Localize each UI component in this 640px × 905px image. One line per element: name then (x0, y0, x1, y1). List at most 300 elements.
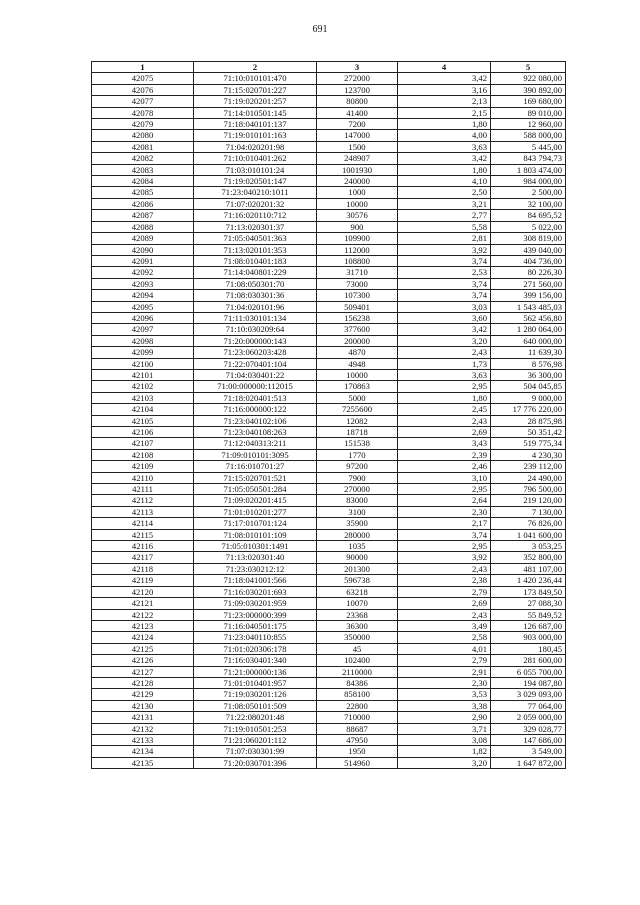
area-value: 350000 (317, 632, 398, 643)
area-value: 596738 (317, 575, 398, 586)
row-number: 42088 (92, 221, 194, 232)
cadastral-value: 173 849,50 (491, 586, 566, 597)
row-number: 42113 (92, 506, 194, 517)
table-row (92, 73, 566, 84)
cadastral-value: 24 490,00 (491, 472, 566, 483)
area-value: 147000 (317, 130, 398, 141)
area-value: 63218 (317, 586, 398, 597)
table-row (92, 324, 566, 335)
cadastral-number: 71:19:010501:253 (194, 723, 317, 734)
area-value: 47950 (317, 734, 398, 745)
area-value: 22800 (317, 700, 398, 711)
rate-value: 4,10 (398, 176, 491, 187)
cadastral-value: 3 053,25 (491, 541, 566, 552)
row-number: 42119 (92, 575, 194, 586)
rate-value: 4,00 (398, 130, 491, 141)
rate-value: 1,73 (398, 358, 491, 369)
table-row (92, 506, 566, 517)
row-number: 42083 (92, 164, 194, 175)
row-number: 42085 (92, 187, 194, 198)
rate-value: 2,30 (398, 677, 491, 688)
row-number: 42075 (92, 73, 194, 84)
rate-value: 1,80 (398, 392, 491, 403)
area-value: 2110000 (317, 666, 398, 677)
row-number: 42080 (92, 130, 194, 141)
rate-value: 2,95 (398, 541, 491, 552)
row-number: 42120 (92, 586, 194, 597)
rate-value: 2,17 (398, 518, 491, 529)
cadastral-number: 71:08:030301:36 (194, 290, 317, 301)
table-row (92, 255, 566, 266)
cadastral-value: 281 600,00 (491, 655, 566, 666)
rate-value: 2,58 (398, 632, 491, 643)
rate-value: 3,63 (398, 369, 491, 380)
table-row (92, 746, 566, 757)
cadastral-value: 329 028,77 (491, 723, 566, 734)
row-number: 42098 (92, 335, 194, 346)
row-number: 42124 (92, 632, 194, 643)
row-number: 42133 (92, 734, 194, 745)
row-number: 42107 (92, 438, 194, 449)
area-value: 201300 (317, 563, 398, 574)
cadastral-value: 169 680,00 (491, 96, 566, 107)
rate-value: 2,30 (398, 506, 491, 517)
area-value: 31710 (317, 267, 398, 278)
rate-value: 3,92 (398, 552, 491, 563)
cadastral-value: 588 000,00 (491, 130, 566, 141)
rate-value: 4,01 (398, 643, 491, 654)
cadastral-value: 1 041 600,00 (491, 529, 566, 540)
table-row (92, 96, 566, 107)
cadastral-value: 640 000,00 (491, 335, 566, 346)
rate-value: 3,03 (398, 301, 491, 312)
row-number: 42089 (92, 233, 194, 244)
rate-value: 3,92 (398, 244, 491, 255)
row-number: 42079 (92, 119, 194, 130)
table-row (92, 586, 566, 597)
cadastral-number: 71:00:000000:112015 (194, 381, 317, 392)
cadastral-number: 71:08:050101:509 (194, 700, 317, 711)
cadastral-value: 5 445,00 (491, 141, 566, 152)
table-row (92, 404, 566, 415)
table-row (92, 301, 566, 312)
row-number: 42129 (92, 689, 194, 700)
row-number: 42081 (92, 141, 194, 152)
cadastral-value: 4 230,30 (491, 449, 566, 460)
table-row (92, 495, 566, 506)
table-row (92, 689, 566, 700)
cadastral-number: 71:16:030401:340 (194, 655, 317, 666)
area-value: 10000 (317, 369, 398, 380)
row-number: 42086 (92, 198, 194, 209)
cadastral-number: 71:15:020701:227 (194, 84, 317, 95)
table-row (92, 267, 566, 278)
row-number: 42100 (92, 358, 194, 369)
row-number: 42130 (92, 700, 194, 711)
area-value: 509401 (317, 301, 398, 312)
rate-value: 3,16 (398, 84, 491, 95)
area-value: 12082 (317, 415, 398, 426)
table-row (92, 119, 566, 130)
cadastral-number: 71:19:010101:163 (194, 130, 317, 141)
table-row (92, 655, 566, 666)
row-number: 42126 (92, 655, 194, 666)
area-value: 280000 (317, 529, 398, 540)
area-value: 88687 (317, 723, 398, 734)
rate-value: 3,42 (398, 73, 491, 84)
rate-value: 2,91 (398, 666, 491, 677)
area-value: 151538 (317, 438, 398, 449)
cadastral-number: 71:01:020306:178 (194, 643, 317, 654)
row-number: 42097 (92, 324, 194, 335)
rate-value: 2,39 (398, 449, 491, 460)
cadastral-value: 7 130,00 (491, 506, 566, 517)
cadastral-value: 219 120,00 (491, 495, 566, 506)
cadastral-value: 6 055 700,00 (491, 666, 566, 677)
area-value: 1950 (317, 746, 398, 757)
area-value: 97200 (317, 461, 398, 472)
row-number: 42092 (92, 267, 194, 278)
cadastral-number: 71:19:030201:126 (194, 689, 317, 700)
area-value: 7900 (317, 472, 398, 483)
rate-value: 3,60 (398, 312, 491, 323)
table-row (92, 153, 566, 164)
table-row (92, 107, 566, 118)
cadastral-value: 12 960,00 (491, 119, 566, 130)
row-number: 42131 (92, 712, 194, 723)
table-row (92, 187, 566, 198)
row-number: 42128 (92, 677, 194, 688)
area-value: 30576 (317, 210, 398, 221)
area-value: 73000 (317, 278, 398, 289)
area-value: 107300 (317, 290, 398, 301)
rate-value: 3,08 (398, 734, 491, 745)
page-number: 691 (312, 24, 328, 35)
cadastral-number: 71:08:010101:109 (194, 529, 317, 540)
cadastral-number: 71:23:000000:399 (194, 609, 317, 620)
cadastral-number: 71:23:040110:855 (194, 632, 317, 643)
cadastral-number: 71:16:000000:122 (194, 404, 317, 415)
table-row (92, 415, 566, 426)
rate-value: 3,74 (398, 529, 491, 540)
table-row (92, 84, 566, 95)
area-value: 710000 (317, 712, 398, 723)
cadastral-number: 71:16:020110:712 (194, 210, 317, 221)
cadastral-value: 504 045,85 (491, 381, 566, 392)
row-number: 42111 (92, 484, 194, 495)
cadastral-value: 2 059 000,00 (491, 712, 566, 723)
row-number: 42110 (92, 472, 194, 483)
cadastral-value: 562 456,80 (491, 312, 566, 323)
row-number: 42118 (92, 563, 194, 574)
cadastral-number: 71:14:040801:229 (194, 267, 317, 278)
cadastral-number: 71:15:020701:521 (194, 472, 317, 483)
row-number: 42082 (92, 153, 194, 164)
rate-value: 2,95 (398, 381, 491, 392)
cadastral-value: 84 695,52 (491, 210, 566, 221)
table-row (92, 677, 566, 688)
cadastral-number: 71:13:020301:37 (194, 221, 317, 232)
table-row (92, 438, 566, 449)
table-row (92, 244, 566, 255)
cadastral-value: 352 800,00 (491, 552, 566, 563)
cadastral-number: 71:08:050301:70 (194, 278, 317, 289)
cadastral-value: 28 875,98 (491, 415, 566, 426)
rate-value: 2,43 (398, 609, 491, 620)
row-number: 42127 (92, 666, 194, 677)
cadastral-value: 308 819,00 (491, 233, 566, 244)
table-row (92, 449, 566, 460)
row-number: 42084 (92, 176, 194, 187)
area-value: 23368 (317, 609, 398, 620)
row-number: 42101 (92, 369, 194, 380)
area-value: 10070 (317, 598, 398, 609)
cadastral-value: 519 775,34 (491, 438, 566, 449)
rate-value: 2,43 (398, 563, 491, 574)
rate-value: 3,38 (398, 700, 491, 711)
cadastral-number: 71:10:010401:262 (194, 153, 317, 164)
cadastral-number: 71:13:020101:353 (194, 244, 317, 255)
cadastral-number: 71:11:030101:134 (194, 312, 317, 323)
cadastral-number: 71:09:020201:415 (194, 495, 317, 506)
row-number: 42135 (92, 757, 194, 768)
rate-value: 3,53 (398, 689, 491, 700)
area-value: 3100 (317, 506, 398, 517)
rate-value: 3,42 (398, 153, 491, 164)
cadastral-number: 71:07:020201:32 (194, 198, 317, 209)
cadastral-value: 17 776 220,00 (491, 404, 566, 415)
cadastral-value: 1 420 236,44 (491, 575, 566, 586)
cadastral-number: 71:07:030301:99 (194, 746, 317, 757)
rate-value: 2,43 (398, 415, 491, 426)
cadastral-value: 439 040,00 (491, 244, 566, 255)
cadastral-number: 71:01:010401:957 (194, 677, 317, 688)
cadastral-value: 5 022,00 (491, 221, 566, 232)
row-number: 42090 (92, 244, 194, 255)
rate-value: 3,20 (398, 335, 491, 346)
cadastral-value: 481 107,00 (491, 563, 566, 574)
cadastral-number: 71:22:080201:48 (194, 712, 317, 723)
table-row (92, 461, 566, 472)
row-number: 42078 (92, 107, 194, 118)
table-row (92, 221, 566, 232)
cadastral-number: 71:16:040501:175 (194, 620, 317, 631)
area-value: 123700 (317, 84, 398, 95)
area-value: 4870 (317, 347, 398, 358)
table-row (92, 164, 566, 175)
row-number: 42095 (92, 301, 194, 312)
table-row (92, 198, 566, 209)
rate-value: 2,95 (398, 484, 491, 495)
row-number: 42121 (92, 598, 194, 609)
rate-value: 3,63 (398, 141, 491, 152)
area-value: 5000 (317, 392, 398, 403)
row-number: 42112 (92, 495, 194, 506)
cadastral-number: 71:04:020201:98 (194, 141, 317, 152)
header-row (92, 62, 566, 73)
rate-value: 3,74 (398, 278, 491, 289)
row-number: 42103 (92, 392, 194, 403)
table-row (92, 541, 566, 552)
cadastral-number: 71:18:040101:137 (194, 119, 317, 130)
row-number: 42087 (92, 210, 194, 221)
row-number: 42122 (92, 609, 194, 620)
area-value: 80800 (317, 96, 398, 107)
cadastral-value: 843 794,73 (491, 153, 566, 164)
rate-value: 3,71 (398, 723, 491, 734)
row-number: 42106 (92, 427, 194, 438)
header-col-cadastral: 2 (194, 62, 317, 73)
cadastral-value: 89 010,00 (491, 107, 566, 118)
area-value: 36300 (317, 620, 398, 631)
row-number: 42132 (92, 723, 194, 734)
rate-value: 2,13 (398, 96, 491, 107)
cadastral-number: 71:04:020101:96 (194, 301, 317, 312)
cadastral-value: 50 351,42 (491, 427, 566, 438)
table-header (92, 62, 566, 73)
table-row (92, 620, 566, 631)
cadastral-number: 71:23:030212:12 (194, 563, 317, 574)
row-number: 42099 (92, 347, 194, 358)
table-row (92, 369, 566, 380)
area-value: 156238 (317, 312, 398, 323)
rate-value: 2,46 (398, 461, 491, 472)
area-value: 900 (317, 221, 398, 232)
cadastral-value: 984 000,00 (491, 176, 566, 187)
rate-value: 5,58 (398, 221, 491, 232)
rate-value: 3,43 (398, 438, 491, 449)
cadastral-value: 36 300,00 (491, 369, 566, 380)
cadastral-value: 796 500,00 (491, 484, 566, 495)
rate-value: 2,50 (398, 187, 491, 198)
area-value: 10000 (317, 198, 398, 209)
cadastral-number: 71:05:040501:363 (194, 233, 317, 244)
cadastral-number: 71:20:000000:143 (194, 335, 317, 346)
cadastral-number: 71:23:040108:263 (194, 427, 317, 438)
cadastral-value: 76 826,00 (491, 518, 566, 529)
rate-value: 2,69 (398, 598, 491, 609)
cadastral-value: 1 647 872,00 (491, 757, 566, 768)
rate-value: 2,15 (398, 107, 491, 118)
rate-value: 2,77 (398, 210, 491, 221)
cadastral-value: 404 736,00 (491, 255, 566, 266)
table-row (92, 723, 566, 734)
area-value: 1001930 (317, 164, 398, 175)
row-number: 42091 (92, 255, 194, 266)
cadastral-value: 32 100,00 (491, 198, 566, 209)
cadastral-number: 71:19:020501:147 (194, 176, 317, 187)
cadastral-number: 71:21:060201:112 (194, 734, 317, 745)
cadastral-number: 71:13:020301:40 (194, 552, 317, 563)
cadastral-value: 922 080,00 (491, 73, 566, 84)
table-row (92, 141, 566, 152)
rate-value: 1,80 (398, 164, 491, 175)
row-number: 42102 (92, 381, 194, 392)
cadastral-value: 126 687,00 (491, 620, 566, 631)
cadastral-number: 71:14:010501:145 (194, 107, 317, 118)
cadastral-value: 8 576,98 (491, 358, 566, 369)
cadastral-value: 399 156,00 (491, 290, 566, 301)
cadastral-number: 71:08:010401:183 (194, 255, 317, 266)
row-number: 42116 (92, 541, 194, 552)
row-number: 42108 (92, 449, 194, 460)
table-row (92, 484, 566, 495)
row-number: 42093 (92, 278, 194, 289)
row-number: 42077 (92, 96, 194, 107)
table-row (92, 598, 566, 609)
data-table (91, 61, 566, 769)
cadastral-number: 71:12:040313:211 (194, 438, 317, 449)
cadastral-number: 71:18:020401:513 (194, 392, 317, 403)
table-row (92, 290, 566, 301)
rate-value: 3,20 (398, 757, 491, 768)
header-col-number: 1 (92, 62, 194, 73)
cadastral-value: 271 560,00 (491, 278, 566, 289)
cadastral-number: 71:17:010701:124 (194, 518, 317, 529)
row-number: 42134 (92, 746, 194, 757)
row-number: 42125 (92, 643, 194, 654)
cadastral-value: 1 543 485,03 (491, 301, 566, 312)
rate-value: 2,69 (398, 427, 491, 438)
rate-value: 3,21 (398, 198, 491, 209)
cadastral-number: 71:19:020201:257 (194, 96, 317, 107)
cadastral-number: 71:10:030209:64 (194, 324, 317, 335)
table-row (92, 210, 566, 221)
area-value: 200000 (317, 335, 398, 346)
area-value: 272000 (317, 73, 398, 84)
cadastral-value: 1 280 064,00 (491, 324, 566, 335)
cadastral-value: 180,45 (491, 643, 566, 654)
table-row (92, 130, 566, 141)
rate-value: 2,79 (398, 655, 491, 666)
cadastral-number: 71:10:010101:470 (194, 73, 317, 84)
rate-value: 3,74 (398, 290, 491, 301)
area-value: 108800 (317, 255, 398, 266)
cadastral-number: 71:20:030701:396 (194, 757, 317, 768)
area-value: 45 (317, 643, 398, 654)
cadastral-number: 71:23:060203:428 (194, 347, 317, 358)
table-row (92, 575, 566, 586)
rate-value: 1,80 (398, 119, 491, 130)
area-value: 270000 (317, 484, 398, 495)
row-number: 42115 (92, 529, 194, 540)
table-row (92, 529, 566, 540)
header-col-value: 5 (491, 62, 566, 73)
cadastral-number: 71:05:010301:1491 (194, 541, 317, 552)
area-value: 514960 (317, 757, 398, 768)
cadastral-value: 903 000,00 (491, 632, 566, 643)
area-value: 83000 (317, 495, 398, 506)
area-value: 7255600 (317, 404, 398, 415)
area-value: 7200 (317, 119, 398, 130)
area-value: 84386 (317, 677, 398, 688)
table-row (92, 358, 566, 369)
cadastral-number: 71:16:030201:693 (194, 586, 317, 597)
cadastral-value: 9 000,00 (491, 392, 566, 403)
cadastral-value: 77 064,00 (491, 700, 566, 711)
cadastral-number: 71:04:030401:22 (194, 369, 317, 380)
rate-value: 3,49 (398, 620, 491, 631)
table-row (92, 335, 566, 346)
cadastral-value: 3 029 093,00 (491, 689, 566, 700)
area-value: 112000 (317, 244, 398, 255)
cadastral-number: 71:22:070401:104 (194, 358, 317, 369)
row-number: 42094 (92, 290, 194, 301)
area-value: 35900 (317, 518, 398, 529)
area-value: 90000 (317, 552, 398, 563)
row-number: 42117 (92, 552, 194, 563)
cadastral-number: 71:01:010201:277 (194, 506, 317, 517)
